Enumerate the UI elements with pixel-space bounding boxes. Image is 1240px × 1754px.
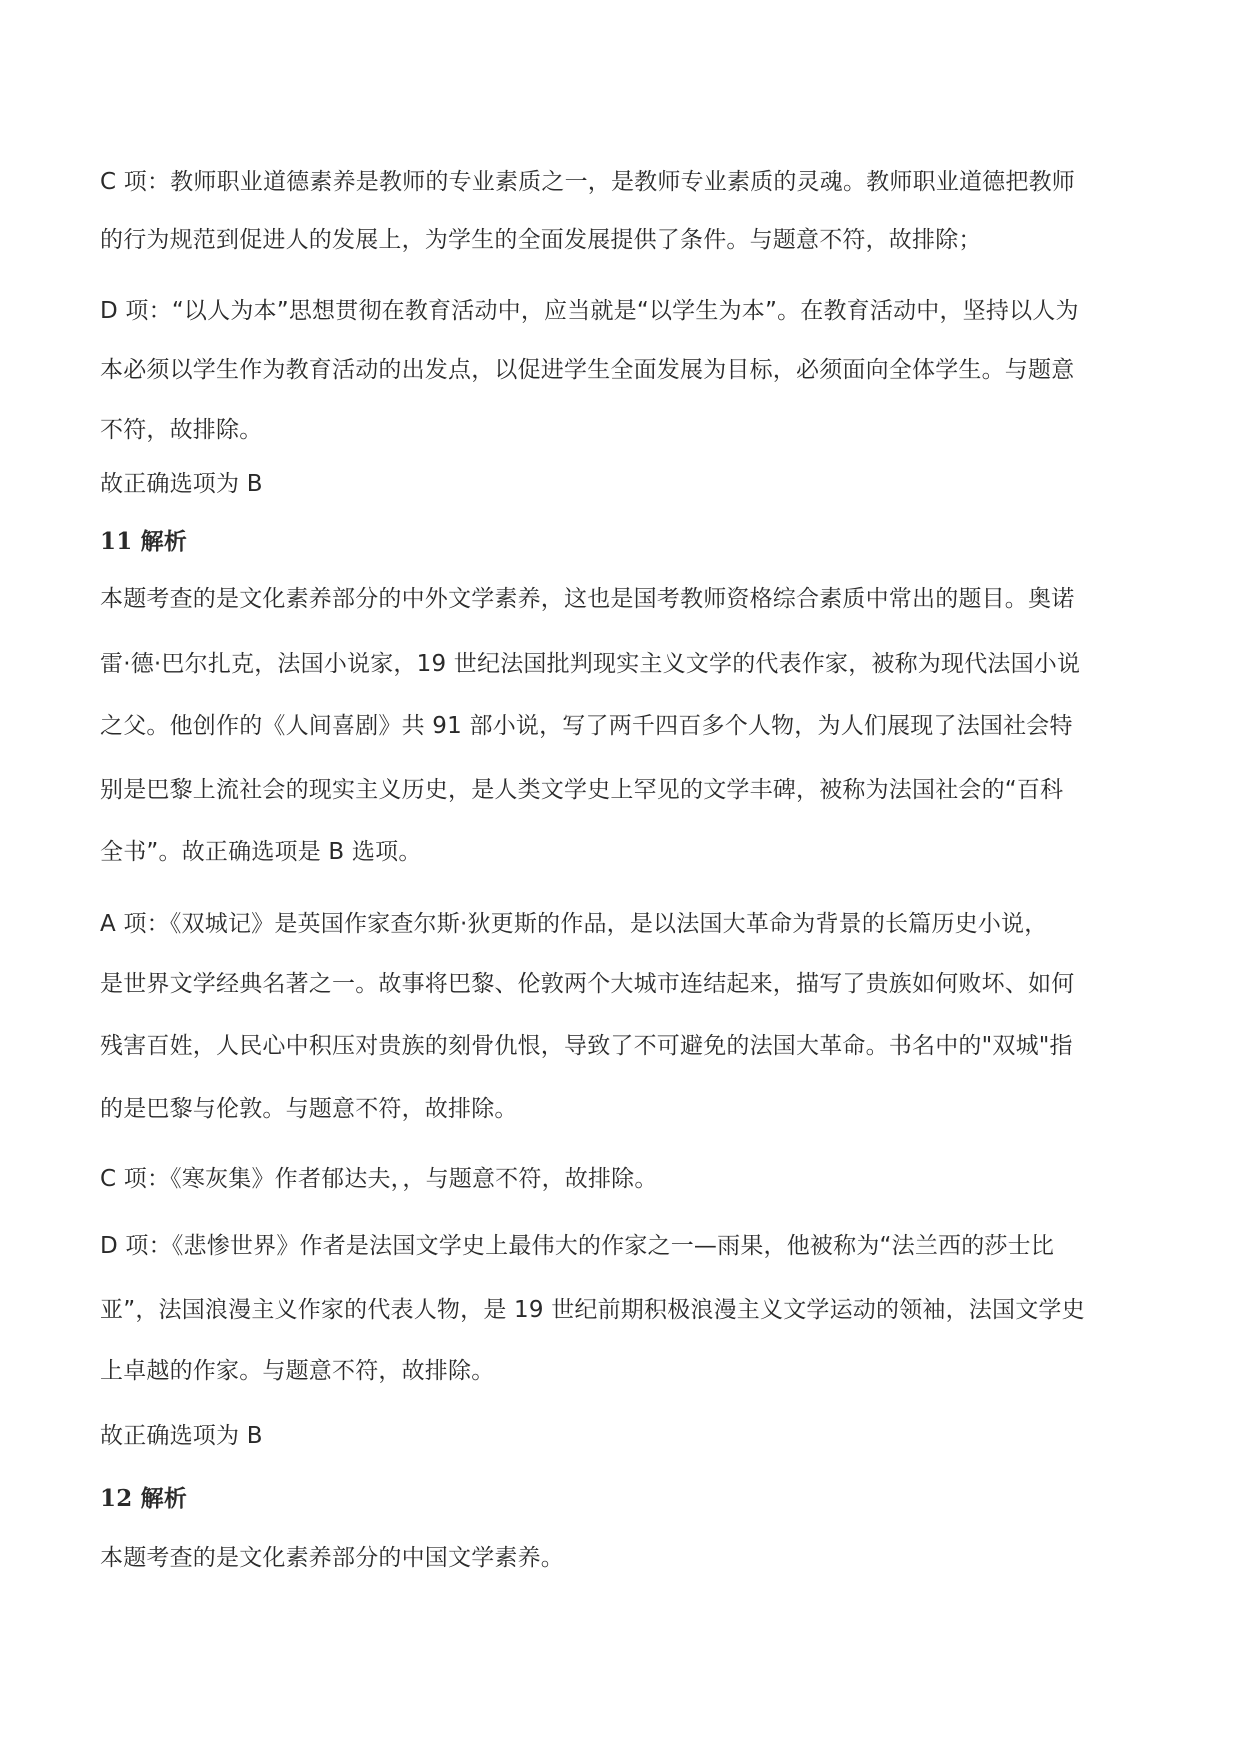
paragraph-d-option-11-line-1: D 项：《悲惨世界》作者是法国文学史上最伟大的作家之一—雨果，他被称为“法兰西的莎士比	[100, 1233, 1055, 1259]
paragraph-c-option-line-2: 的行为规范到促进人的发展上，为学生的全面发展提供了条件。与题意不符，故排除；	[100, 227, 982, 253]
paragraph-c-option-11: C 项：《寒灰集》作者郁达夫，，与题意不符，故排除。	[100, 1166, 658, 1192]
paragraph-11-line-5: 全书”。故正确选项是 B 选项。	[100, 839, 422, 865]
paragraph-d-option-line-2: 本必须以学生作为教育活动的出发点，以促进学生全面发展为目标，必须面向全体学生。与题意	[100, 357, 1075, 383]
paragraph-11-line-1: 本题考查的是文化素养部分的中外文学素养，这也是国考教师资格综合素质中常出的题目。奥诺	[100, 586, 1075, 612]
paragraph-a-option-line-1: A 项：《双城记》是英国作家查尔斯·狄更斯的作品，是以法国大革命为背景的长篇历史小说，	[100, 911, 1048, 937]
answer-line-10: 故正确选项为 B	[100, 471, 263, 497]
paragraph-d-option-line-1: D 项：“以人为本”思想贯彻在教育活动中，应当就是“以学生为本”。在教育活动中，坚持以人为	[100, 298, 1079, 324]
paragraph-11-line-2: 雷·德·巴尔扎克，法国小说家，19 世纪法国批判现实主义文学的代表作家，被称为现代法国小说	[100, 651, 1081, 677]
paragraph-a-option-line-4: 的是巴黎与伦敦。与题意不符，故排除。	[100, 1096, 518, 1122]
paragraph-d-option-11-line-2: 亚”，法国浪漫主义作家的代表人物，是 19 世纪前期积极浪漫主义文学运动的领袖，法国文学史	[100, 1297, 1085, 1323]
heading-11-analysis: 11 解析	[100, 528, 188, 555]
heading-12-analysis: 12 解析	[100, 1485, 188, 1512]
paragraph-d-option-11-line-3: 上卓越的作家。与题意不符，故排除。	[100, 1358, 495, 1384]
paragraph-a-option-line-2: 是世界文学经典名著之一。故事将巴黎、伦敦两个大城市连结起来，描写了贵族如何败坏、如何	[100, 971, 1075, 997]
answer-line-11: 故正确选项为 B	[100, 1423, 263, 1449]
paragraph-11-line-3: 之父。他创作的《人间喜剧》共 91 部小说，写了两千四百多个人物，为人们展现了法国社会特	[100, 713, 1073, 739]
paragraph-c-option-line-1: C 项：教师职业道德素养是教师的专业素质之一，是教师专业素质的灵魂。教师职业道德把教师	[100, 169, 1075, 195]
paragraph-11-line-4: 别是巴黎上流社会的现实主义历史，是人类文学史上罕见的文学丰碑，被称为法国社会的“百科	[100, 777, 1064, 803]
paragraph-d-option-line-3: 不符，故排除。	[100, 417, 263, 443]
paragraph-a-option-line-3: 残害百姓，人民心中积压对贵族的刻骨仇恨，导致了不可避免的法国大革命。书名中的"双城"指	[100, 1033, 1073, 1059]
paragraph-12-line-1: 本题考查的是文化素养部分的中国文学素养。	[100, 1545, 564, 1571]
